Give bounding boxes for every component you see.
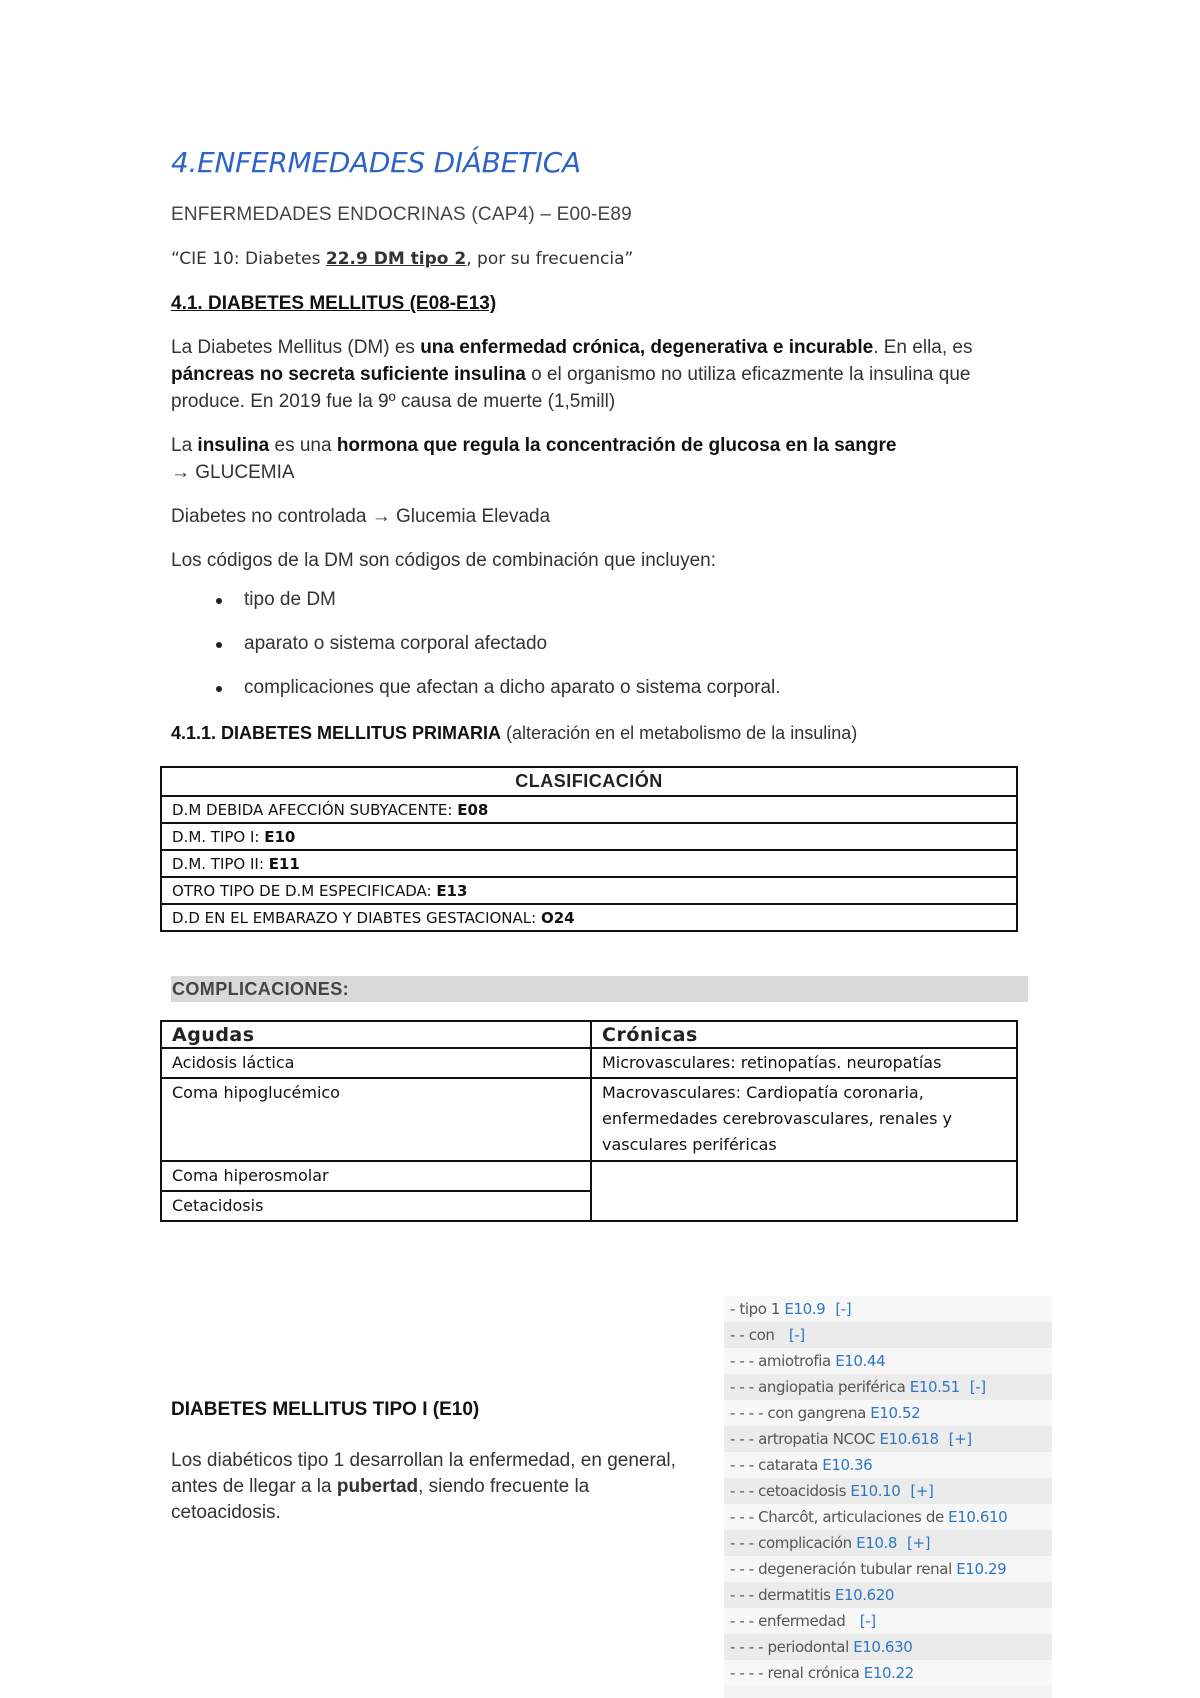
table-row: D.D EN EL EMBARAZO Y DIABTES GESTACIONAL: O24 [161, 904, 1017, 931]
section-heading-dm: 4.1. DIABETES MELLITUS (E08-E13) [171, 293, 497, 314]
chapter-subtitle: ENFERMEDADES ENDOCRINAS (CAP4) – E00-E89 [171, 204, 632, 225]
index-term: - - - artropatia NCOC [730, 1430, 880, 1448]
index-term: - - - degeneración tubular renal [730, 1560, 957, 1578]
index-list-item[interactable] [724, 1322, 1052, 1348]
table-row: Cetacidosis [161, 1191, 1017, 1221]
index-list-item[interactable] [724, 1504, 1052, 1530]
index-list-item[interactable] [724, 1348, 1052, 1374]
index-list-item[interactable] [724, 1426, 1052, 1452]
index-list-item[interactable] [724, 1634, 1052, 1660]
clasificacion-table [160, 766, 1018, 932]
index-term: - - - dermatitis [730, 1586, 835, 1604]
index-code-link[interactable]: E10.44 [835, 1352, 886, 1370]
table-row: Coma hipoglucémico Macrovasculares: Cardiopatía coronaria, enfermedades cerebrovasculares, renales y vasculares periféricas [161, 1078, 1017, 1161]
table-header: CLASIFICACIÓN [161, 767, 1017, 796]
index-term: - - con [730, 1326, 779, 1344]
page-title: 4.ENFERMEDADES DIÁBETICA [171, 146, 581, 179]
expand-toggle[interactable]: [-] [788, 1326, 805, 1344]
cie-note: “CIE 10: Diabetes 22.9 DM tipo 2, por su frecuencia” [171, 249, 634, 269]
index-list-item[interactable] [724, 1478, 1052, 1504]
codes-bullet-list [171, 589, 1031, 721]
paragraph-dm-definition: La Diabetes Mellitus (DM) es una enfermedad crónica, degenerativa e incurable. En ella, es páncreas no secreta suficiente insulina o el organismo no utiliza eficazmente la insulina que produce. En 2019 fue la 9º causa de muerte (1,5mill) [171, 337, 973, 412]
list-item: complicaciones que afectan a dicho aparato o sistema corporal. [171, 677, 1031, 721]
index-code-link[interactable]: E10.9 [784, 1300, 826, 1318]
table-row: OTRO TIPO DE D.M ESPECIFICADA: E13 [161, 877, 1017, 904]
paragraph-insulina: La insulina es una hormona que regula la concentración de glucosa en la sangre → GLUCEMIA [171, 435, 897, 483]
index-term: - - - angiopatia periférica [730, 1378, 910, 1396]
index-list-item[interactable] [724, 1556, 1052, 1582]
index-list-item[interactable] [724, 1530, 1052, 1556]
index-term: - - - - periodontal [730, 1638, 854, 1656]
index-code-link[interactable]: E10.22 [863, 1664, 914, 1682]
index-code-link[interactable]: E10.52 [870, 1404, 921, 1422]
index-term: - - - enfermedad [730, 1612, 850, 1630]
index-list-item[interactable] [724, 1582, 1052, 1608]
table-row: Acidosis láctica Microvasculares: retinopatías. neuropatías [161, 1048, 1017, 1078]
paragraph-codigos: Los códigos de la DM son códigos de combinación que incluyen: [171, 550, 716, 571]
index-term: - - - Charcôt, articulaciones de [730, 1508, 949, 1526]
complicaciones-heading: COMPLICACIONES: [172, 979, 349, 999]
index-term: - tipo 1 [730, 1300, 785, 1318]
expand-toggle[interactable]: [+] [910, 1482, 934, 1500]
index-code-link[interactable]: E10.630 [853, 1638, 913, 1656]
index-list-item[interactable] [724, 1608, 1052, 1634]
index-code-link[interactable]: E10.610 [948, 1508, 1008, 1526]
index-code-link[interactable]: E10.10 [850, 1482, 901, 1500]
column-header-agudas: Agudas [161, 1021, 591, 1048]
index-code-link[interactable]: E10.618 [879, 1430, 939, 1448]
index-code-link[interactable]: E10.8 [856, 1534, 898, 1552]
expand-toggle[interactable]: [-] [969, 1378, 986, 1396]
index-list-item[interactable] [724, 1400, 1052, 1426]
paragraph-glucemia: Diabetes no controlada → Glucemia Elevada [171, 506, 551, 527]
section-heading-tipo1: DIABETES MELLITUS TIPO I (E10) [171, 1399, 480, 1420]
index-code-link[interactable]: E10.51 [909, 1378, 960, 1396]
column-header-cronicas: Crónicas [591, 1021, 1017, 1048]
subsection-heading-primaria: 4.1.1. DIABETES MELLITUS PRIMARIA (alteración en el metabolismo de la insulina) [171, 723, 858, 743]
expand-toggle[interactable]: [+] [907, 1534, 931, 1552]
complicaciones-table [160, 1020, 1018, 1222]
index-term: - - - - con gangrena [730, 1404, 871, 1422]
index-list [724, 1296, 1052, 1686]
cie-index-screenshot [724, 1296, 1052, 1698]
expand-toggle[interactable]: [+] [948, 1430, 972, 1448]
index-term: - - - complicación [730, 1534, 857, 1552]
index-term: - - - amiotrofia [730, 1352, 836, 1370]
table-row: Coma hiperosmolar [161, 1161, 1017, 1191]
expand-toggle[interactable]: [-] [859, 1612, 876, 1630]
expand-toggle[interactable]: [-] [835, 1300, 852, 1318]
index-term: - - - cetoacidosis [730, 1482, 851, 1500]
index-list-item[interactable] [724, 1296, 1052, 1322]
table-row: D.M. TIPO I: E10 [161, 823, 1017, 850]
index-list-item[interactable] [724, 1374, 1052, 1400]
index-list-item[interactable] [724, 1660, 1052, 1686]
index-term: - - - - renal crónica [730, 1664, 864, 1682]
list-item: aparato o sistema corporal afectado [171, 633, 1031, 677]
index-code-link[interactable]: E10.29 [956, 1560, 1007, 1578]
paragraph-tipo1: Los diabéticos tipo 1 desarrollan la enfermedad, en general, antes de llegar a la pubertad, siendo frecuente la cetoacidosis. [171, 1450, 676, 1523]
index-list-item[interactable] [724, 1452, 1052, 1478]
index-code-link[interactable]: E10.36 [822, 1456, 873, 1474]
index-code-link[interactable]: E10.620 [834, 1586, 895, 1604]
table-row: D.M DEBIDA AFECCIÓN SUBYACENTE: E08 [161, 796, 1017, 823]
index-term: - - - catarata [730, 1456, 823, 1474]
table-row: D.M. TIPO II: E11 [161, 850, 1017, 877]
list-item: tipo de DM [171, 589, 1031, 633]
